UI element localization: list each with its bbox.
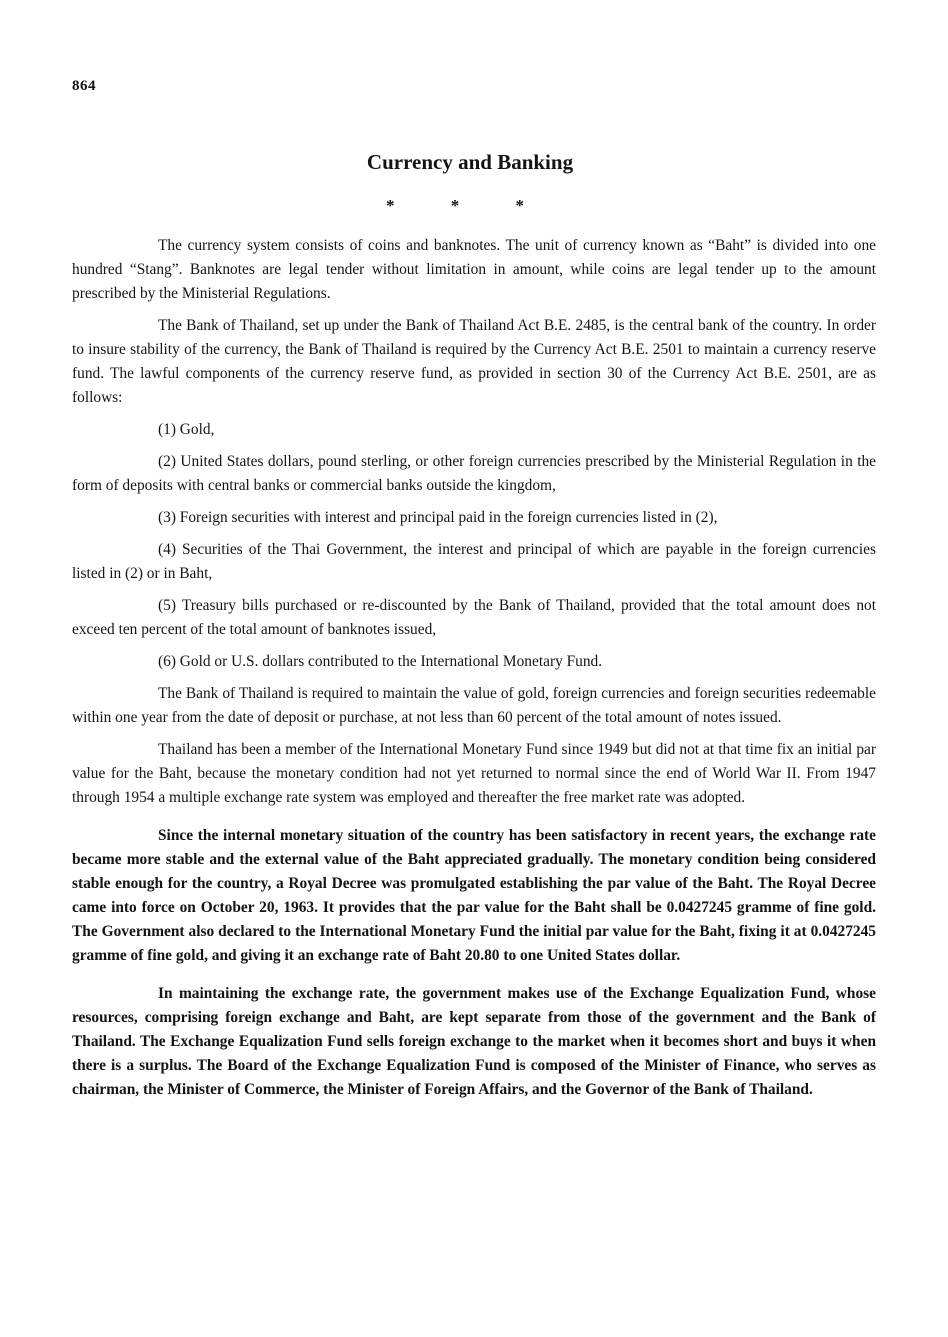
page-number: 864: [72, 78, 96, 94]
paragraph-exchange-equalization: In maintaining the exchange rate, the government makes use of the Exchange Equalization Fund, whose resources, comprising foreign exchange and Baht, are kept separate from those of the government and the Bank of Thailand. The Exchange Equalization Fund sells foreign exchange to the market when it becomes short and buys it when there is a surplus. The Board of the Exchange Equalization Fund is composed of the Minister of Finance, who serves as chairman, the Minister of Commerce, the Minister of Foreign Affairs, and the Governor of the Bank of Thailand.: [72, 985, 876, 1098]
paragraph-imf-membership: Thailand has been a member of the International Monetary Fund since 1949 but did not at that time fix an initial par value for the Baht, because the monetary condition had not yet returned to normal since the end of World War II. From 1947 through 1954 a multiple exchange rate system was employed and thereafter the free market rate was adopted.: [72, 741, 876, 806]
reserve-item-5: (5) Treasury bills purchased or re-discounted by the Bank of Thailand, provided that the total amount does not exceed ten percent of the total amount of banknotes issued,: [72, 597, 876, 638]
paragraph-currency-system: The currency system consists of coins and banknotes. The unit of currency known as “Baht” is divided into one hundred “Stang”. Banknotes are legal tender without limitation in amount, while coins are legal tender up to the amount prescribed by the Ministerial Regulations.: [72, 237, 876, 302]
reserve-item-6: (6) Gold or U.S. dollars contributed to the International Monetary Fund.: [158, 653, 603, 670]
section-separator: * * *: [386, 196, 550, 215]
paragraph-bank-of-thailand: The Bank of Thailand, set up under the Bank of Thailand Act B.E. 2485, is the central bank of the country. In order to insure stability of the currency, the Bank of Thailand is required by the Currency Act B.E. 2501 to maintain a currency reserve fund. The lawful components of the currency reserve fund, as provided in section 30 of the Currency Act B.E. 2501, are as follows:: [72, 317, 876, 406]
reserve-item-3: (3) Foreign securities with interest and principal paid in the foreign currencies listed in (2),: [158, 509, 718, 526]
paragraph-reserve-requirement: The Bank of Thailand is required to maintain the value of gold, foreign currencies and foreign securities redeemable within one year from the date of deposit or purchase, at not less than 60 percent of the total amount of notes issued.: [72, 685, 876, 726]
reserve-item-4: (4) Securities of the Thai Government, the interest and principal of which are payable in the foreign currencies listed in (2) or in Baht,: [72, 541, 876, 582]
reserve-item-1: (1) Gold,: [158, 421, 215, 438]
reserve-item-2: (2) United States dollars, pound sterling, or other foreign currencies prescribed by the Ministerial Regulation in the form of deposits with central banks or commercial banks outside the kingdom,: [72, 453, 876, 494]
page-title: Currency and Banking: [366, 150, 574, 174]
body-text: [72, 234, 876, 1110]
paragraph-par-value: Since the internal monetary situation of the country has been satisfactory in recent years, the exchange rate became more stable and the external value of the Baht appreciated gradually. The monetary condition being considered stable enough for the country, a Royal Decree was promulgated establishing the par value of the Baht. The Royal Decree came into force on October 20, 1963. It provides that the par value for the Baht shall be 0.0427245 gramme of fine gold. The Government also declared to the International Monetary Fund the initial par value for the Baht, fixing it at 0.0427245 gramme of fine gold, and giving it an exchange rate of Baht 20.80 to one United States dollar.: [72, 827, 876, 964]
